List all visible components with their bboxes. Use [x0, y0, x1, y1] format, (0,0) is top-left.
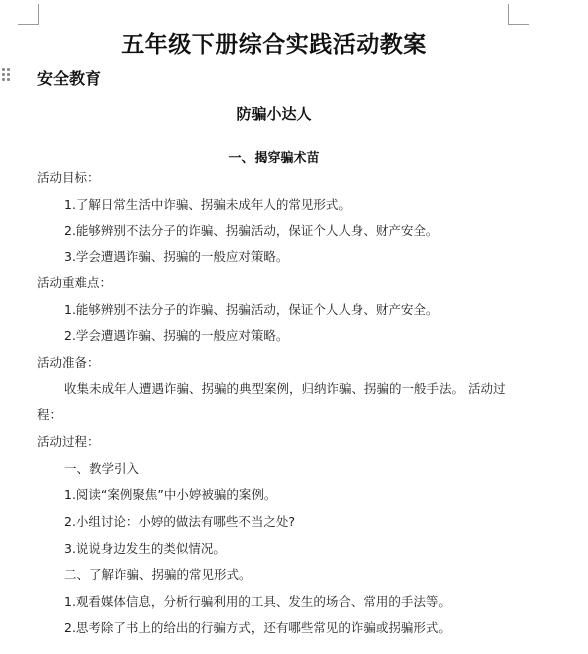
lesson-title: 防骗小达人	[236, 105, 312, 123]
process-item: 1.观看媒体信息，分析行骗利用的工具、发生的场合、常用的手法等。	[64, 594, 451, 609]
crop-mark-top-right	[508, 4, 529, 25]
crop-mark-top-left	[18, 4, 39, 25]
process-label: 活动过程：	[37, 434, 100, 449]
process-item: 二、了解诈骗、拐骗的常见形式。	[64, 567, 252, 582]
process-item: 2.思考除了书上的给出的行骗方式，还有哪些常见的诈骗或拐骗形式。	[64, 620, 451, 635]
preparation-label: 活动准备：	[37, 355, 100, 370]
process-item: 3.说说身边发生的类似情况。	[64, 541, 226, 556]
preparation-text: 收集未成年人遭遇诈骗、拐骗的典型案例，归纳诈骗、拐骗的一般手法。 活动过程：	[37, 381, 506, 422]
process-item: 2.小组讨论：小婷的做法有哪些不当之处?	[64, 514, 296, 529]
objective-item: 3.学会遭遇诈骗、拐骗的一般应对策略。	[64, 249, 289, 264]
section-heading: 安全教育	[37, 69, 102, 88]
objective-item: 2.能够辨别不法分子的诈骗、拐骗活动，保证个人人身、财产安全。	[64, 223, 439, 238]
key-point-item: 2.学会遭遇诈骗、拐骗的一般应对策略。	[64, 328, 289, 343]
drag-handle-icon[interactable]	[2, 68, 10, 84]
part-heading: 一、揭穿骗术苗	[228, 151, 320, 166]
objectives-label: 活动目标：	[37, 170, 100, 185]
process-item: 一、教学引入	[64, 461, 140, 476]
key-point-item: 1.能够辨别不法分子的诈骗、拐骗活动，保证个人人身、财产安全。	[64, 302, 439, 317]
document-title: 五年级下册综合实践活动教案	[121, 31, 427, 58]
key-points-label: 活动重难点：	[37, 275, 113, 290]
objective-item: 1.了解日常生活中诈骗、拐骗未成年人的常见形式。	[64, 197, 351, 212]
process-item: 1.阅读“案例聚焦”中小婷被骗的案例。	[64, 487, 277, 502]
